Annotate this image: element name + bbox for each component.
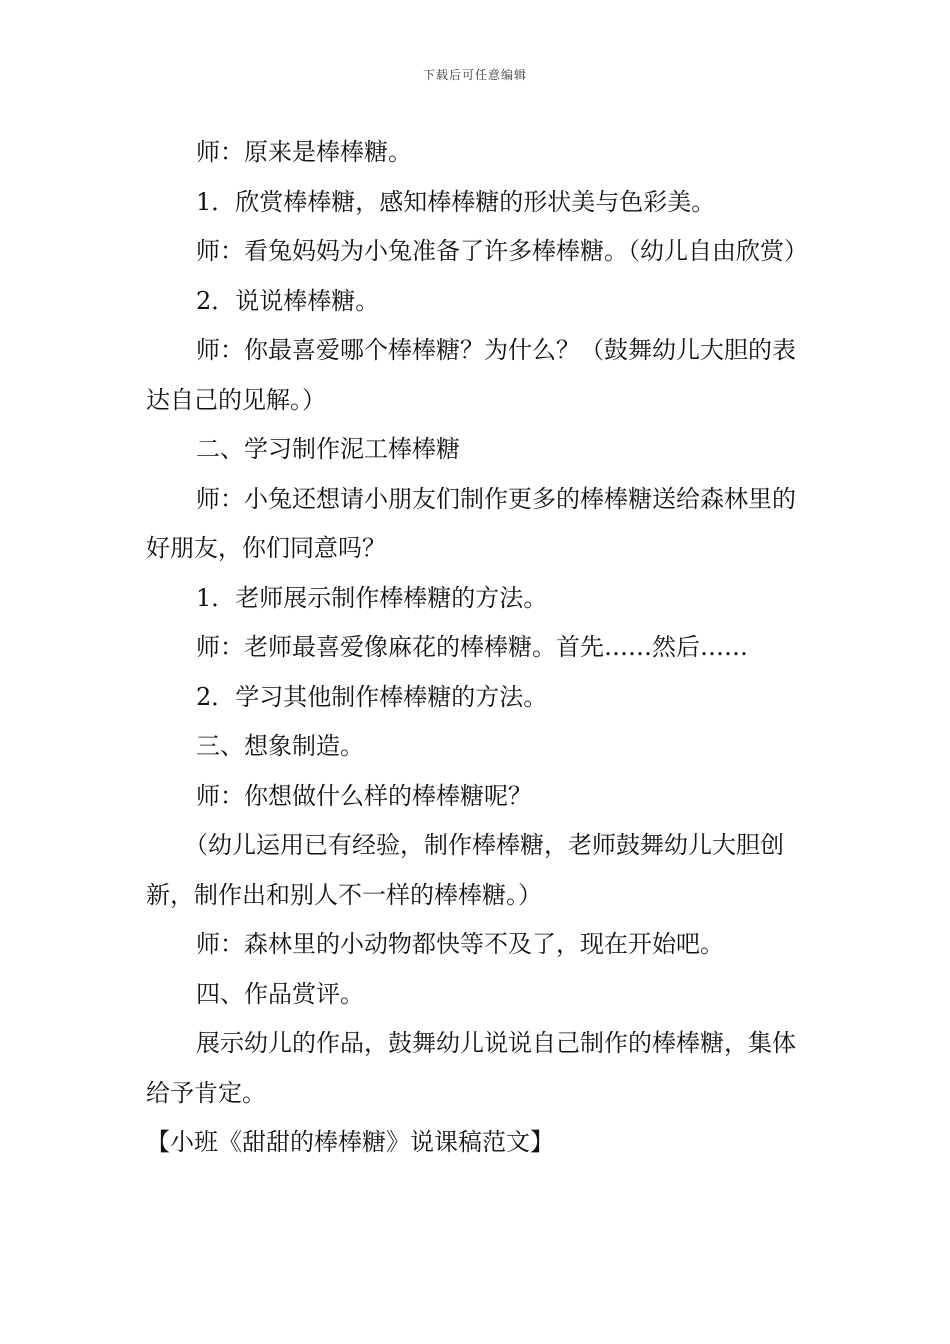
paragraph-14: 师：森林里的小动物都快等不及了，现在开始吧。: [196, 930, 724, 958]
page-header: 下载后可任意编辑: [422, 68, 527, 82]
paragraph-1: 师：原来是棒棒糖。: [196, 138, 412, 166]
paragraph-16: 展示幼儿的作品，鼓舞幼儿说说自己制作的棒棒糖，集体给予肯定。: [146, 1029, 796, 1107]
section-heading-4: 四、作品赏评。: [196, 979, 364, 1008]
section-heading-3: 三、想象制造。: [196, 732, 364, 760]
paragraph-13: （幼儿运用已有经验，制作棒棒糖，老师鼓舞幼儿大胆创新，制作出和别人不一样的棒棒糖。）: [146, 831, 784, 909]
section-heading-2: 二、学习制作泥工棒棒糖: [196, 435, 460, 463]
paragraph-7: 师：小兔还想请小朋友们制作更多的棒棒糖送给森林里的好朋友，你们同意吗？: [146, 484, 796, 562]
paragraph-2: 1．欣赏棒棒糖，感知棒棒糖的形状美与色彩美。: [196, 187, 716, 216]
document-title-next: 【小班《甜甜的棒棒糖》说课稿范文】: [146, 1128, 554, 1156]
paragraph-10: 2．学习其他制作棒棒糖的方法。: [196, 682, 548, 711]
paragraph-12: 师：你想做什么样的棒棒糖呢？: [196, 781, 532, 810]
paragraph-5: 师：你最喜爱哪个棒棒糖？为什么？（鼓舞幼儿大胆的表达自己的见解。）: [146, 336, 796, 414]
document-body: [146, 128, 806, 1168]
paragraph-8: 1．老师展示制作棒棒糖的方法。: [196, 583, 548, 612]
paragraph-4: 2．说说棒棒糖。: [196, 286, 380, 315]
paragraph-9: 师：老师最喜爱像麻花的棒棒糖。首先……然后……: [196, 633, 748, 661]
paragraph-3: 师：看兔妈妈为小兔准备了许多棒棒糖。（幼儿自由欣赏）: [196, 237, 808, 265]
